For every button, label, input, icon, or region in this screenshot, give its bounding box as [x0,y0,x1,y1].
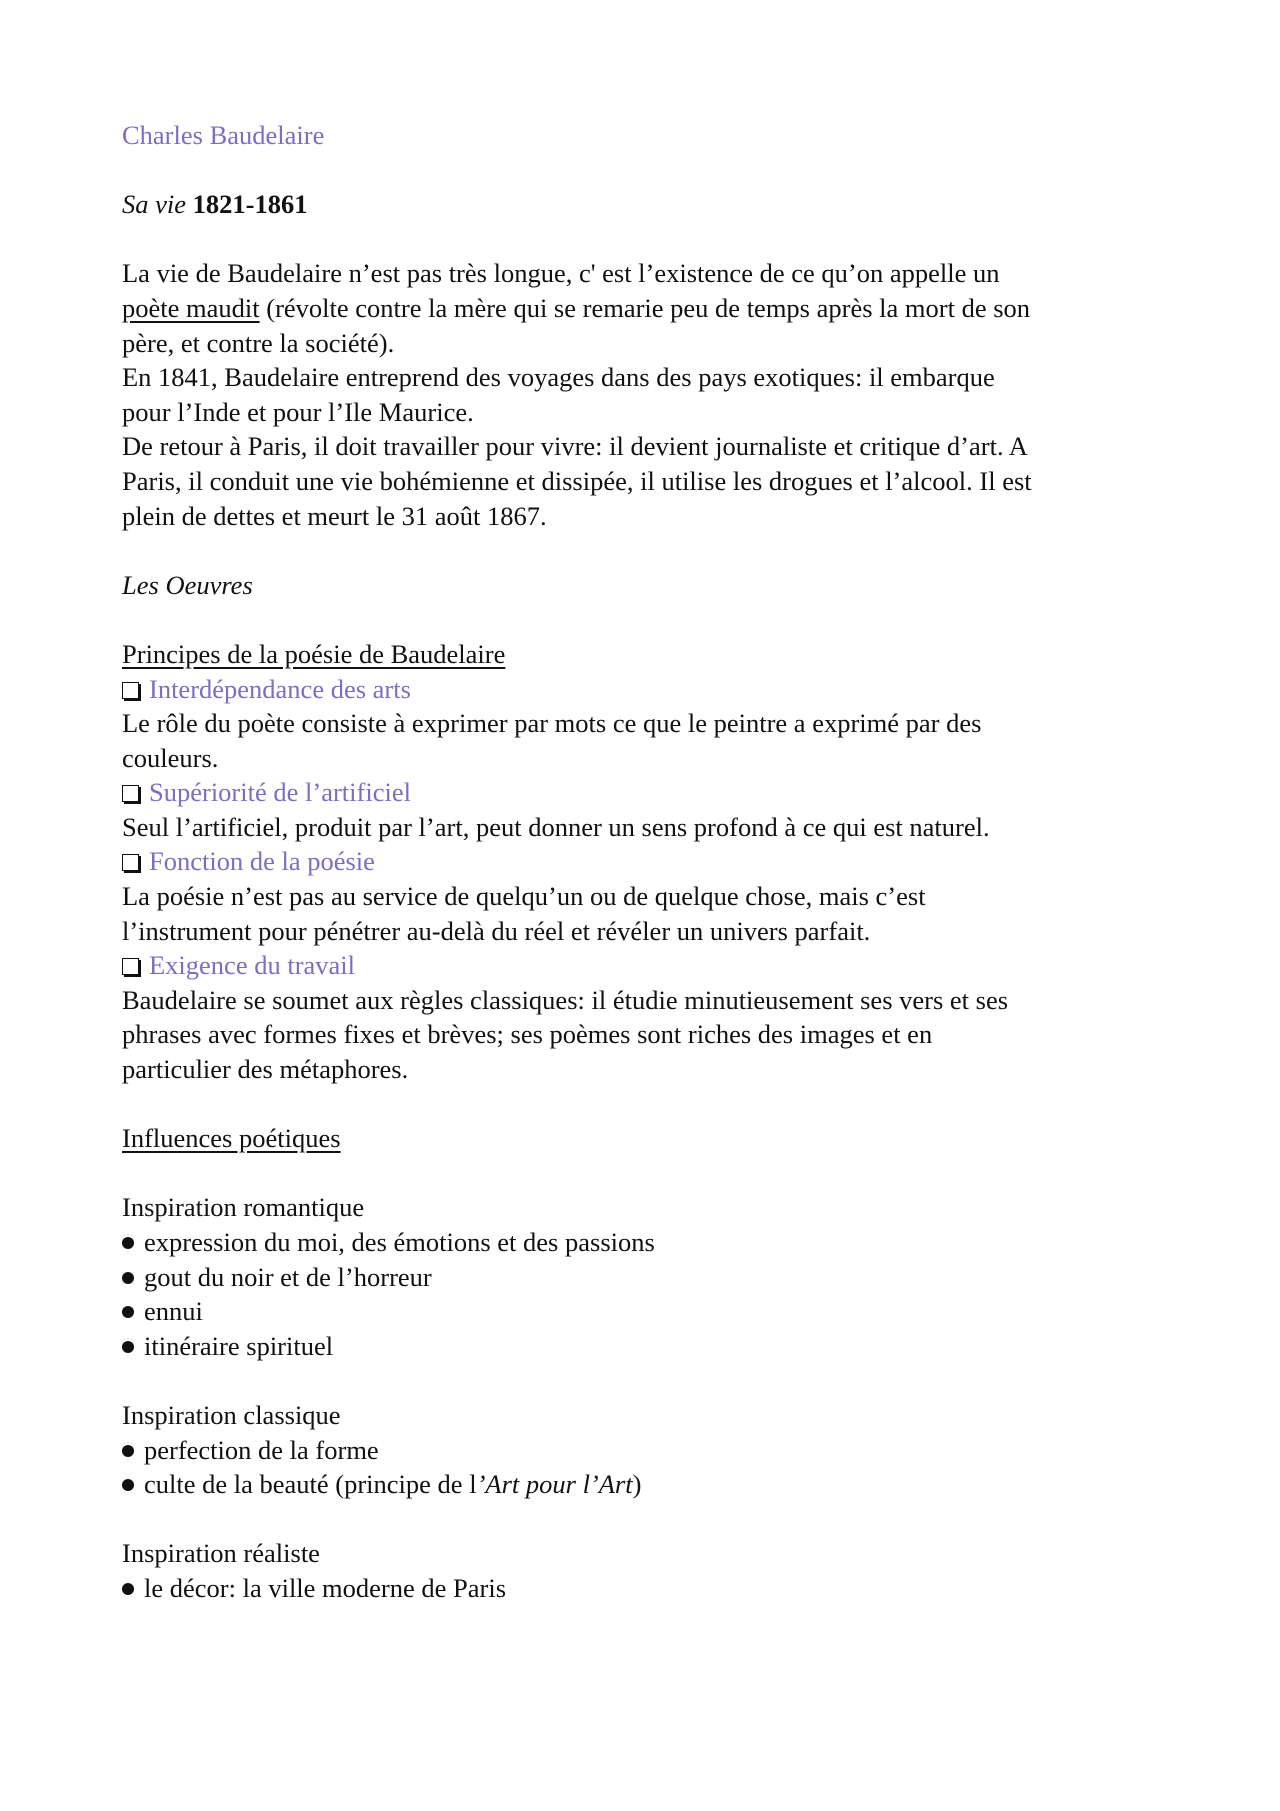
list-item [122,1433,1182,1468]
romantic-heading: Inspiration romantique [122,1192,365,1223]
bullet-icon [122,1445,134,1457]
checkbox-square-icon [122,958,139,975]
list-item-text: expression du moi, des émotions et des passions [144,1227,655,1257]
life-paragraph-3-line-1: De retour à Paris, il doit travailler pour vivre: il devient journaliste et critique d’art. A [122,431,1028,462]
life-paragraph-1-line-3: père, et contre la société). [122,327,395,358]
principle-text: l’instrument pour pénétrer au-delà du réel et révéler un univers parfait. [122,915,871,946]
bullet-icon [122,1237,134,1249]
poete-maudit-term: poète maudit [122,292,260,323]
spacer [122,222,1182,257]
art-pour-art-phrase: ’Art pour l’Art [476,1469,633,1500]
life-paragraph-3-line-2: Paris, il conduit une vie bohémienne et dissipée, il utilise les drogues et l’alcool. Il est [122,465,1032,496]
principle-text: couleurs. [122,742,219,773]
life-heading-years: 1821-1861 [192,189,308,220]
life-paragraph-1-line-2 [122,291,1182,326]
life-paragraph-1-rest: (révolte contre la mère qui se remarie peu de temps après la mort de son [259,292,1031,323]
spacer [122,533,1182,568]
principles-heading: Principes de la poésie de Baudelaire [122,638,506,669]
principle-text: Seul l’artificiel, produit par l’art, peut donner un sens profond à ce qui est naturel. [122,811,990,842]
spacer [122,1502,1182,1537]
life-paragraph-3-line-3: plein de dettes et meurt le 31 août 1867. [122,500,547,531]
bullet-icon [122,1306,134,1318]
spacer [122,602,1182,637]
life-paragraph-2-line-1: En 1841, Baudelaire entreprend des voyages dans des pays exotiques: il embarque [122,362,995,393]
list-item [122,1329,1182,1364]
list-item-text: culte de la beauté (principe de l [144,1469,477,1500]
list-item [122,1294,1182,1329]
bullet-icon [122,1341,134,1353]
list-item-text: ennui [144,1296,203,1327]
principle-text: La poésie n’est pas au service de quelqu’un ou de quelque chose, mais c’est [122,881,926,912]
bullet-icon [122,1583,134,1595]
document-title: Charles Baudelaire [122,120,325,150]
bullet-icon [122,1272,134,1284]
principle-text: Baudelaire se soumet aux règles classiques: il étudie minutieusement ses vers et ses [122,984,1009,1015]
checkbox-square-icon [122,854,139,871]
document-page [122,118,1182,1606]
principle-text: Le rôle du poète consiste à exprimer par mots ce que le peintre a exprimé par des [122,708,982,739]
principle-label: Fonction de la poésie [149,846,375,877]
spacer [122,1087,1182,1122]
bullet-icon [122,1479,134,1491]
spacer [122,1363,1182,1398]
principle-text: particulier des métaphores. [122,1054,409,1085]
list-item [122,1571,1182,1606]
principle-text: phrases avec formes fixes et brèves; ses poèmes sont riches des images et en [122,1019,933,1050]
spacer [122,1156,1182,1191]
list-item [122,1225,1182,1260]
life-paragraph-1-line-1: La vie de Baudelaire n’est pas très longue, c' est l’existence de ce qu’on appelle un [122,258,1000,289]
classic-heading: Inspiration classique [122,1399,341,1430]
list-item-text-end: ) [632,1469,642,1500]
list-item [122,1260,1182,1295]
checkbox-square-icon [122,785,139,802]
works-heading: Les Oeuvres [122,569,253,600]
principle-heading [122,775,1182,810]
checkbox-square-icon [122,682,139,699]
principle-heading [122,844,1182,879]
realist-heading: Inspiration réaliste [122,1538,320,1569]
life-heading-label: Sa vie [122,189,187,220]
list-item-text: le décor: la ville moderne de Paris [144,1572,507,1603]
list-item-text: perfection de la forme [144,1434,379,1465]
principle-label: Interdépendance des arts [149,673,411,704]
spacer [122,153,1182,188]
list-item-text: itinéraire spirituel [144,1330,334,1361]
influences-heading: Influences poétiques [122,1123,341,1154]
life-heading [122,187,1182,222]
principle-label: Supériorité de l’artificiel [149,777,411,808]
principle-label: Exigence du travail [149,950,356,981]
principle-heading [122,948,1182,983]
list-item [122,1467,1182,1502]
principle-heading [122,672,1182,707]
list-item-text: gout du noir et de l’horreur [144,1261,432,1292]
life-paragraph-2-line-2: pour l’Inde et pour l’Ile Maurice. [122,396,474,427]
